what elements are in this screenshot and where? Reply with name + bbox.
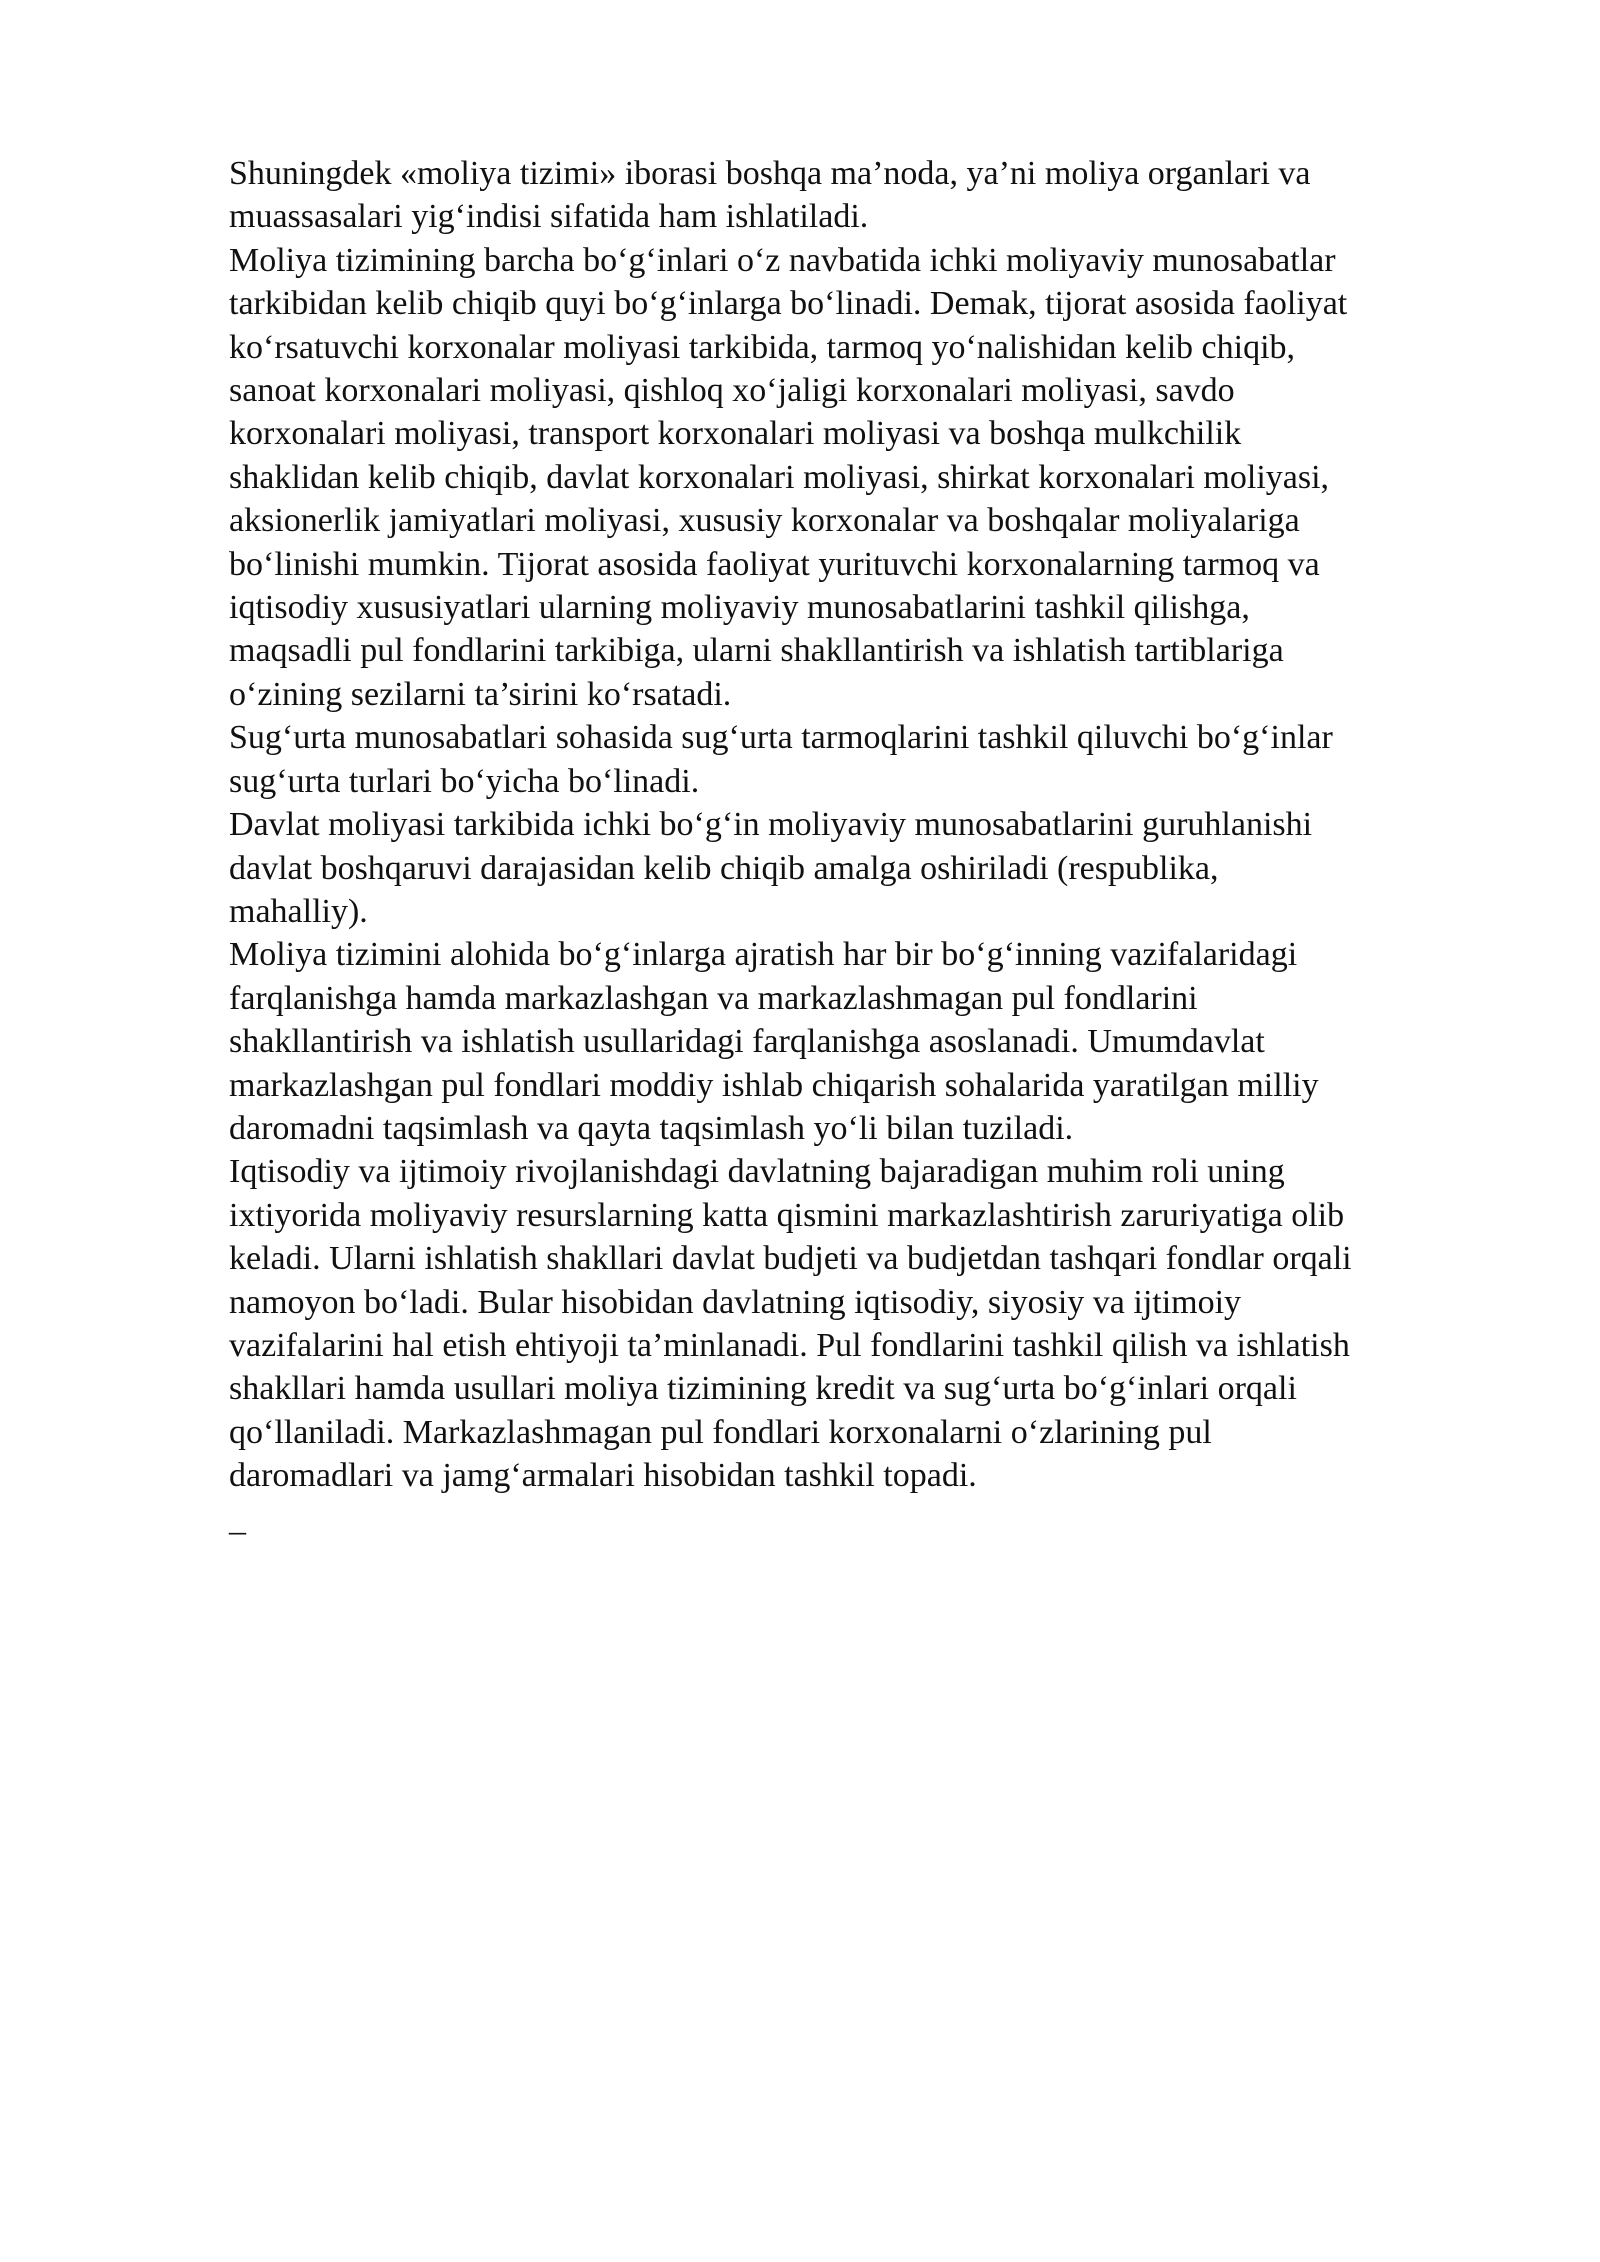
paragraph-6: Iqtisodiy va ijtimoiy rivojlanishdagi davlatning bajaradigan muhim roli uning ixtiyorida moliyaviy resurslarning katta qismini markazlashtirish zaruriyatiga olib keladi. Ularni ishlatish shakllari davlat budjeti va budjetdan tashqari fondlar orqali namoyon bo‘ladi. Bular hisobidan davlatning iqtisodiy, siyosiy va ijtimoiy vazifalarini hal etish ehtiyoji ta’minlanadi. Pul fondlarini tashkil qilish va ishlatish shakllari hamda usullari moliya tizimining kredit va sug‘urta bo‘g‘inlari orqali qo‘llaniladi. Markazlashmagan pul fondlari korxonalarni o‘zlarining pul daromadlari va jamg‘armalari hisobidan tashkil topadi.: [229, 1153, 1352, 1495]
document-body: [229, 152, 1479, 1541]
paragraph-3: Sug‘urta munosabatlari sohasida sug‘urta tarmoqlarini tashkil qiluvchi bo‘g‘inlar sug‘urta turlari bo‘yicha bo‘linadi.: [229, 719, 1333, 800]
paragraph-1: Shuningdek «moliya tizimi» iborasi boshqa ma’noda, ya’ni moliya organlari va muassasalari yig‘indisi sifatida ham ishlatiladi.: [229, 155, 1311, 236]
paragraph-4: Davlat moliyasi tarkibida ichki bo‘g‘in moliyaviy munosabatlarini guruhlanishi davlat boshqaruvi darajasidan kelib chiqib amalga oshiriladi (respublika, mahalliy).: [229, 806, 1313, 930]
trailing-underscore-mark: _: [229, 1500, 246, 1538]
paragraph-2: Moliya tizimining barcha bo‘g‘inlari o‘z navbatida ichki moliyaviy munosabatlar tarkibidan kelib chiqib quyi bo‘g‘inlarga bo‘linadi. Demak, tijorat asosida faoliyat ko‘rsatuvchi korxonalar moliyasi tarkibida, tarmoq yo‘nalishidan kelib chiqib, sanoat korxonalari moliyasi, qishloq xo‘jaligi korxonalari moliyasi, savdo korxonalari moliyasi, transport korxonalari moliyasi va boshqa mulkchilik shaklidan kelib chiqib, davlat korxonalari moliyasi, shirkat korxonalari moliyasi, aksionerlik jamiyatlari moliyasi, xususiy korxonalar va boshqalar moliyalariga bo‘linishi mumkin. Tijorat asosida faoliyat yurituvchi korxonalarning tarmoq va iqtisodiy xususiyatlari ularning moliyaviy munosabatlarini tashkil qilishga, maqsadli pul fondlarini tarkibiga, ularni shakllantirish va ishlatish tartiblariga o‘zining sezilarni ta’sirini ko‘rsatadi.: [229, 241, 1348, 713]
paragraph-5: Moliya tizimini alohida bo‘g‘inlarga ajratish har bir bo‘g‘inning vazifalaridagi farqlanishga hamda markazlashgan va markazlashmagan pul fondlarini shakllantirish va ishlatish usullaridagi farqlanishga asoslanadi. Umumdavlat markazlashgan pul fondlari moddiy ishlab chiqarish sohalarida yaratilgan milliy daromadni taqsimlash va qayta taqsimlash yo‘li bilan tuziladi.: [229, 936, 1319, 1147]
